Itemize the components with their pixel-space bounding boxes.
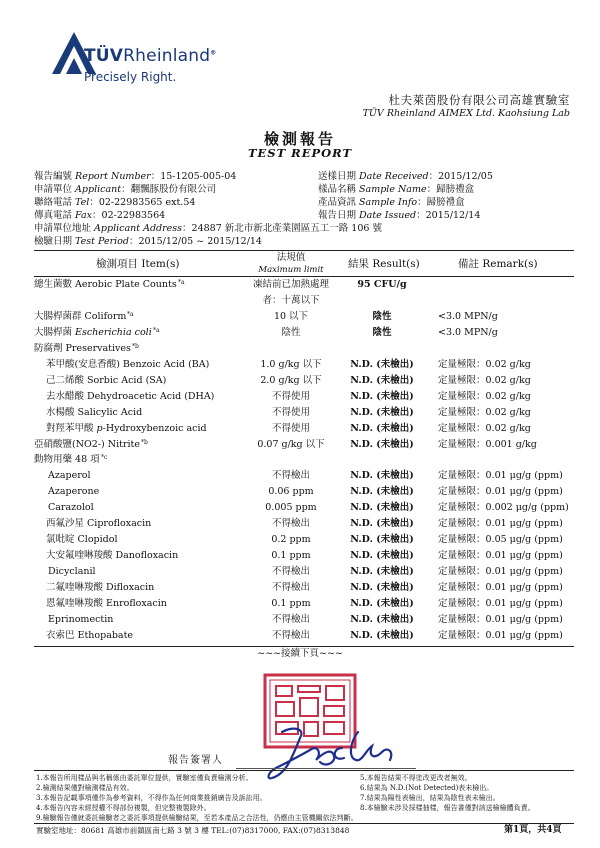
- table-top-rule: [34, 250, 574, 251]
- continued-note: ~~~接續下頁~~~: [257, 648, 343, 659]
- row-item-footnote-mark: *b: [132, 342, 139, 350]
- row-item: 衣索巴 Ethopabate: [46, 629, 134, 641]
- note-left-item: 2.檢測結果僅對檢測樣品有效。: [36, 784, 134, 792]
- registered-mark: ®: [210, 49, 217, 57]
- row-item: Azaperol: [48, 470, 91, 482]
- row-limit: 0.07 g/kg 以下: [257, 438, 325, 450]
- row-item: 去水醋酸 Dehydroacetic Acid (DHA): [46, 390, 215, 402]
- row-item: 己二烯酸 Sorbic Acid (SA): [46, 374, 167, 386]
- row-result: N.D. (未檢出): [350, 438, 414, 450]
- row-remark: 定量極限：0.01 μg/g (ppm): [438, 566, 563, 578]
- applicant-line: 申請單位 Applicant：翻飄豚股份有限公司: [34, 184, 217, 195]
- row-item: 恩氟喹啉羧酸 Enrofloxacin: [46, 598, 167, 609]
- note-left-item: 4.本報告內容未經授權不得部份複製，但完整複製除外。: [36, 804, 211, 812]
- row-limit: 不得使用: [271, 422, 310, 434]
- note-right-item: 8.本檢驗未涉及採樣抽樣，報告書僅對該送檢檢體負責。: [360, 804, 535, 812]
- row-remark: 定量極限：0.02 g/kg: [438, 358, 531, 370]
- row-remark: 定量極限：0.01 μg/g (ppm): [438, 486, 563, 498]
- date-received: 2015/12/05: [438, 171, 493, 182]
- row-item-footnote-mark: *a: [178, 279, 185, 286]
- date-received-line: 送樣日期 Date Received：2015/12/05: [318, 171, 493, 182]
- row-limit: 2.0 g/kg 以下: [260, 374, 322, 386]
- row-result: N.D. (未檢出): [350, 550, 414, 562]
- row-item-footnote-mark: *c: [101, 454, 108, 462]
- note-right-item: 6.結果為 N.D.(Not Detected)表未檢出。: [360, 784, 494, 792]
- row-item-footnote-mark: *a: [127, 310, 134, 318]
- brand-tagline: Precisely Right.: [84, 70, 177, 84]
- brand-name-rest: Rheinland: [123, 46, 211, 66]
- note-left-item: 9.檢驗報告僅就委託檢驗者之委託事項提供檢驗結果，至若本產品之合法性，仍應由主管機關依法判斷。: [36, 814, 358, 822]
- row-item: 大腸桿菌 Escherichia coli: [34, 326, 152, 338]
- notes-top-rule: [34, 770, 574, 771]
- row-item: 動物用藥 48 項: [34, 454, 100, 466]
- signature-line: [236, 768, 416, 769]
- row-remark: 定量極限：0.05 μg/g (ppm): [438, 534, 563, 546]
- row-limit: 不得檢出: [271, 566, 310, 578]
- row-result: N.D. (未檢出): [350, 422, 414, 434]
- row-result: N.D. (未檢出): [350, 470, 414, 482]
- row-result: N.D. (未檢出): [350, 582, 414, 594]
- row-result: N.D. (未檢出): [350, 374, 414, 386]
- row-item: Carazolol: [48, 502, 94, 514]
- row-remark: 定量極限：0.02 g/kg: [438, 422, 531, 434]
- row-remark: 定量極限：0.001 g/kg: [438, 438, 537, 450]
- row-result: N.D. (未檢出): [350, 613, 414, 625]
- row-limit: 凍結前已加熱處理: [252, 279, 329, 290]
- row-remark: 定量極限：0.01 μg/g (ppm): [438, 470, 563, 482]
- fax: 02-22983564: [101, 210, 166, 221]
- report-title-zh: 檢測報告: [263, 130, 336, 148]
- header-remark: 備註 Remark(s): [458, 258, 538, 270]
- row-remark: 定量極限：0.02 g/kg: [438, 374, 531, 386]
- row-item: 防腐劑 Preservatives: [34, 342, 131, 354]
- date-issued: 2015/12/14: [425, 210, 481, 221]
- lab-name-zh: 杜夫萊茵股份有限公司高雄實驗室: [388, 93, 570, 107]
- brand-name-bold: TÜV: [84, 46, 124, 66]
- row-result: N.D. (未檢出): [350, 406, 414, 418]
- row-remark: 定量極限：0.01 μg/g (ppm): [438, 629, 563, 641]
- row-item-footnote-mark: *b: [141, 438, 148, 446]
- fax-line: 傳真電話 Fax：02-22983564: [34, 210, 166, 221]
- tel-line: 聯絡電話 Tel：02-22983565 ext.54: [34, 197, 196, 208]
- row-remark: 定量極限：0.01 μg/g (ppm): [438, 598, 563, 609]
- test-period: 2015/12/05 ~ 2015/12/14: [138, 236, 262, 247]
- note-right-item: 7.結果為陽性表檢出，結果為陰性表未檢出。: [360, 794, 500, 802]
- row-item: 總生菌數 Aerobic Plate Counts: [34, 279, 177, 290]
- brand-name: [84, 46, 216, 66]
- row-remark: <3.0 MPN/g: [438, 326, 498, 338]
- row-item: 水楊酸 Salicylic Acid: [46, 406, 143, 418]
- report-number: 15-1205-005-04: [160, 171, 237, 182]
- report-title-en: TEST REPORT: [247, 146, 353, 160]
- address-line: 申請單位地址 Applicant Address：24887 新北市新北產業園區五工一路 106 號: [34, 223, 382, 234]
- row-remark: 定量極限：0.01 μg/g (ppm): [438, 550, 563, 562]
- row-item: Eprinomectin: [48, 613, 114, 625]
- row-limit: 1.0 g/kg 以下: [260, 358, 322, 370]
- lab-name-en: TÜV Rheinland AIMEX Ltd. Kaohsiung Lab: [362, 108, 570, 119]
- row-item: 亞硝酸鹽(NO2-) Nitrite: [34, 438, 140, 450]
- row-item: Dicyclanil: [48, 566, 96, 578]
- page-info: 第1頁，共4頁: [504, 825, 562, 835]
- sample-info-line: 產品資訊 Sample Info：歸膀禮盒: [318, 197, 465, 208]
- row-item: 大腸桿菌群 Coliform: [34, 310, 127, 322]
- row-remark: 定量極限：0.01 μg/g (ppm): [438, 613, 563, 625]
- report-number-line: 報告編號 Report Number：15-1205-005-04: [34, 171, 237, 182]
- note-left-item: 3.本報告記載事項僅作為參考資料，不得作為任何商業推銷廣告及訴訟用。: [36, 794, 267, 802]
- notes-bottom-rule: [34, 823, 574, 824]
- row-item: 對羥苯甲酸 p-Hydroxybenzoic acid: [46, 422, 207, 434]
- row-limit: 0.1 ppm: [271, 598, 311, 609]
- row-limit: 不得使用: [271, 406, 310, 418]
- row-limit: 不得檢出: [271, 629, 310, 641]
- row-limit: 不得檢出: [271, 613, 310, 625]
- row-item: 大安氟喹啉羧酸 Danofloxacin: [46, 550, 179, 562]
- footer-address: 實驗室地址：80681 高雄市前鎮區南七路 3 號 3 樓 TEL:(07)8317000, FAX:(07)8313848: [36, 826, 350, 835]
- row-limit: 不得檢出: [271, 470, 310, 482]
- row-result: 95 CFU/g: [357, 279, 407, 290]
- row-item: 苯甲酸(安息香酸) Benzoic Acid (BA): [46, 358, 210, 370]
- row-item: 西氟沙星 Ciprofloxacin: [46, 518, 152, 530]
- date-issued-line: 報告日期 Date Issued：2015/12/14: [318, 210, 481, 221]
- header-item: 檢測項目 Item(s): [96, 258, 180, 270]
- row-result: 陰性: [372, 326, 392, 338]
- header-limit-zh: 法規值: [276, 252, 306, 263]
- row-limit: 不得檢出: [271, 518, 310, 530]
- row-result: N.D. (未檢出): [350, 534, 414, 546]
- row-remark: <3.0 MPN/g: [438, 310, 498, 322]
- row-limit: 不得檢出: [271, 582, 310, 594]
- row-limit: 0.2 ppm: [271, 534, 311, 546]
- sample-info: 歸膀禮盒: [426, 197, 465, 208]
- row-remark: 定量極限：0.02 g/kg: [438, 390, 531, 402]
- applicant: 翻飄豚股份有限公司: [130, 184, 217, 195]
- row-result: 陰性: [372, 310, 392, 322]
- table-bottom-rule: [34, 646, 574, 647]
- row-limit: 0.06 ppm: [268, 486, 314, 498]
- row-remark: 定量極限：0.01 μg/g (ppm): [438, 582, 563, 594]
- row-result: N.D. (未檢出): [350, 566, 414, 578]
- row-remark: 定量極限：0.02 g/kg: [438, 406, 531, 418]
- row-limit: 10 以下: [273, 310, 309, 322]
- address: 24887 新北市新北產業園區五工一路 106 號: [191, 223, 382, 234]
- row-result: N.D. (未檢出): [350, 358, 414, 370]
- row-item: 二氟喹啉羧酸 Difloxacin: [46, 582, 155, 594]
- note-left-item: 1.本報告所用樣品與名稱係由委託單位提供，實驗室僅負責檢測分析。: [36, 774, 253, 782]
- header-limit-en: Maximum limit: [258, 265, 324, 275]
- row-limit: 陰性: [281, 326, 301, 338]
- row-result: N.D. (未檢出): [350, 502, 414, 514]
- row-result: N.D. (未檢出): [350, 598, 414, 609]
- test-period-line: 檢驗日期 Test Period：2015/12/05 ~ 2015/12/14: [34, 236, 262, 247]
- note-right-item: 5.本報告結果不得塗改更改者無效。: [360, 774, 472, 782]
- row-limit: 0.1 ppm: [271, 550, 311, 562]
- row-result: N.D. (未檢出): [350, 486, 414, 498]
- row-limit: 不得使用: [271, 390, 310, 402]
- signatory-label: 報告簽署人: [168, 755, 223, 766]
- row-result: N.D. (未檢出): [350, 629, 414, 641]
- row-result: N.D. (未檢出): [350, 390, 414, 402]
- sample-name: 歸膀禮盒: [436, 184, 475, 195]
- sample-name-line: 樣品名稱 Sample Name：歸膀禮盒: [318, 184, 475, 195]
- row-remark: 定量極限：0.002 μg/g (ppm): [438, 502, 569, 514]
- row-item-footnote-mark: *a: [153, 326, 160, 334]
- header-result: 結果 Result(s): [348, 258, 420, 270]
- row-result: N.D. (未檢出): [350, 518, 414, 530]
- table-header-rule: [34, 276, 574, 277]
- row-item: Azaperone: [48, 486, 100, 498]
- row-limit: 0.005 ppm: [265, 502, 317, 514]
- row-item: 氯吡啶 Clopidol: [46, 534, 118, 546]
- row-remark: 定量極限：0.01 μg/g (ppm): [438, 518, 563, 530]
- tel: 02-22983565 ext.54: [98, 197, 196, 208]
- row-limit: 者：十萬以下: [262, 294, 320, 306]
